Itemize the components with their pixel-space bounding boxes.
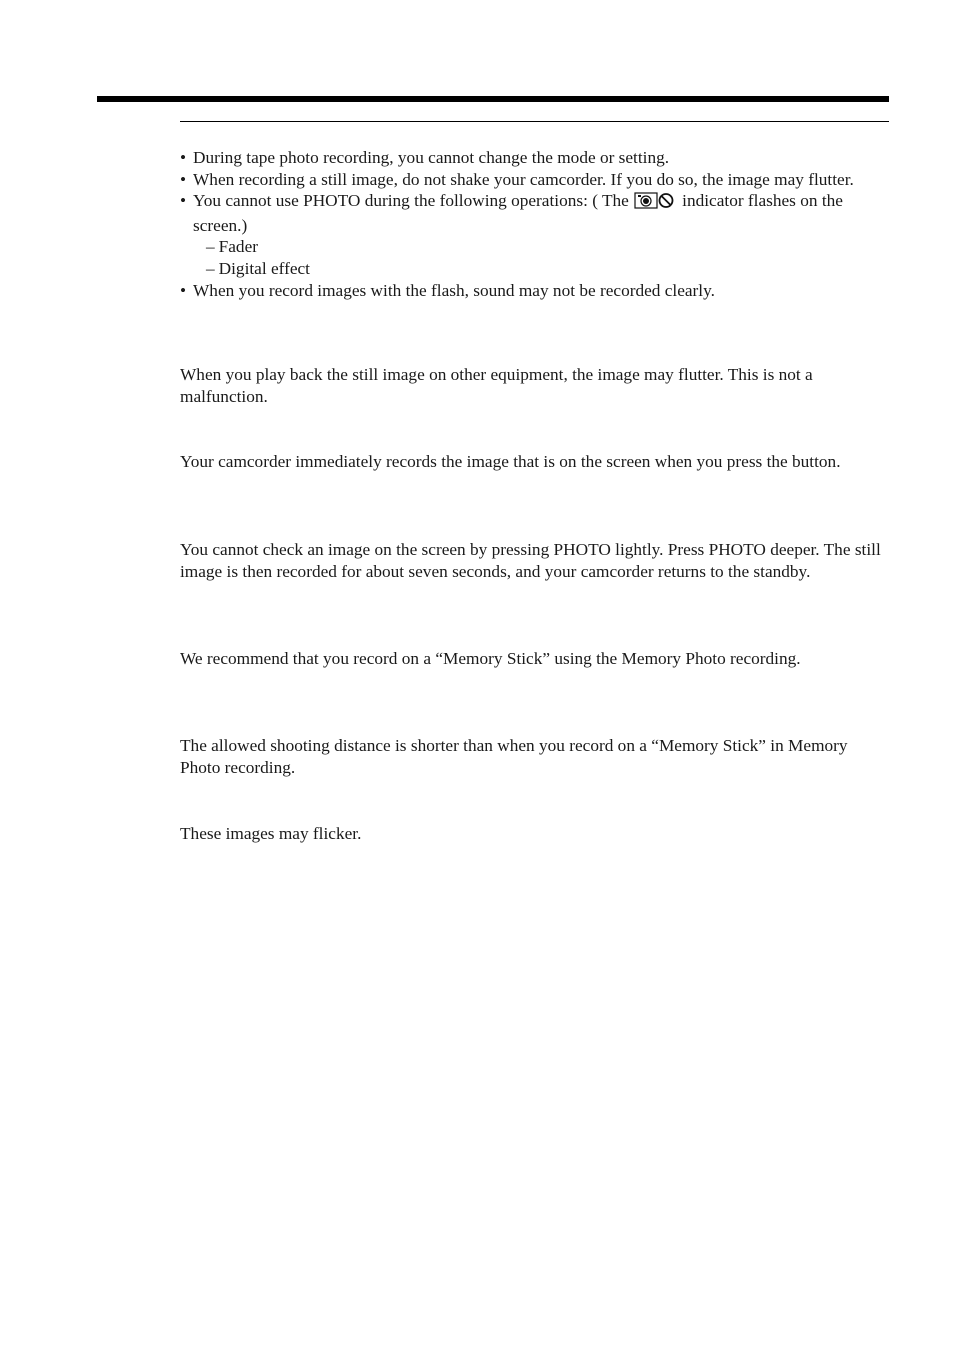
page-content (180, 147, 889, 843)
sub-item: – Fader (206, 237, 258, 257)
header-rule-thin (180, 121, 889, 122)
photo-note-sub-list (193, 236, 889, 279)
note-item: • During tape photo recording, you cannot change the mode or setting. (180, 147, 889, 169)
paragraph: You cannot check an image on the screen by pressing PHOTO lightly. Press PHOTO deeper. The still image is then recorded for about seven seconds, and your camcorder returns to the standby. (180, 540, 881, 581)
paragraph: The allowed shooting distance is shorter than when you record on a “Memory Stick” in Memory Photo recording. (180, 736, 848, 777)
note-item: • When you record images with the flash, sound may not be recorded clearly. (180, 280, 889, 302)
photo-prohibited-indicator-icon (634, 192, 676, 215)
notes-list (180, 147, 889, 301)
photo-note-before: You cannot use PHOTO during the following operations: ( The (193, 191, 629, 211)
paragraph: These images may flicker. (180, 824, 362, 843)
paragraph: Your camcorder immediately records the image that is on the screen when you press the button. (180, 452, 841, 471)
note-item-photo (180, 190, 889, 279)
note-item: • When recording a still image, do not shake your camcorder. If you do so, the image may flutter. (180, 169, 889, 191)
sub-item: – Digital effect (206, 258, 310, 278)
header-rule-thick (97, 96, 889, 102)
paragraph: When you play back the still image on other equipment, the image may flutter. This is not a malfunction. (180, 365, 813, 406)
paragraph: We recommend that you record on a “Memory Stick” using the Memory Photo recording. (180, 649, 801, 668)
photo-note-after: indicator flashes on the screen.) (193, 191, 843, 235)
